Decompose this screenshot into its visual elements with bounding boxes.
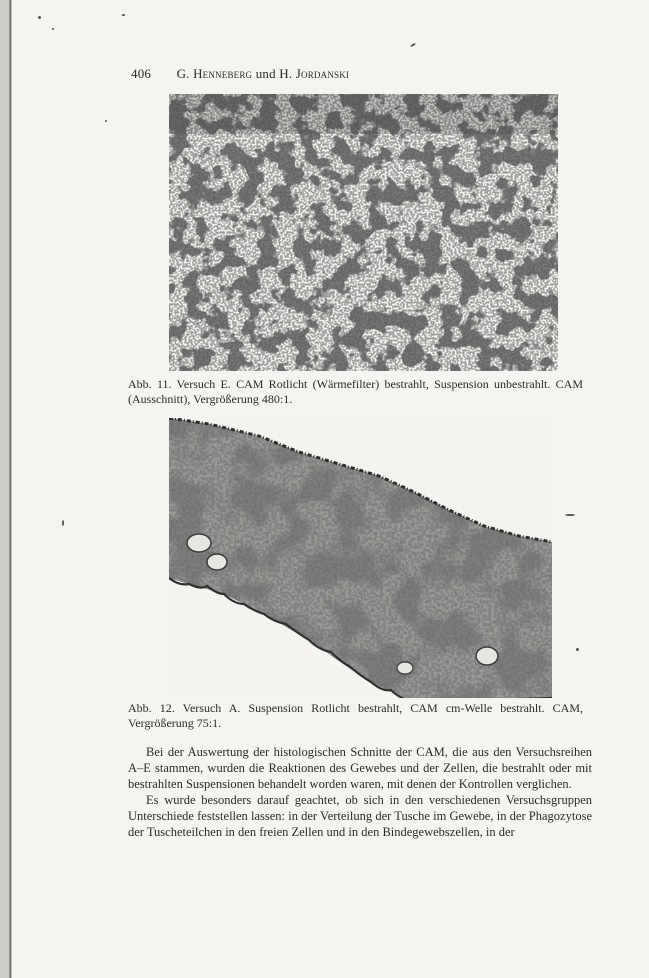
body-paragraph-2: Es wurde besonders darauf geachtet, ob sich in den verschiedenen Versuchsgruppen Unterschiede feststellen lassen: in der Verteilung der Tusche im Gewebe, in der Phagozytose der Tuscheteilchen in den freien Zellen und in den Bindegewebszellen, in der <box>128 793 592 839</box>
scan-speck <box>105 120 107 122</box>
scan-speck <box>52 28 54 30</box>
scan-speck <box>576 648 579 651</box>
page-binding-edge <box>0 0 12 978</box>
body-text <box>128 744 592 840</box>
page-number: 406 <box>131 66 152 81</box>
micrograph-12-image <box>169 418 552 698</box>
body-paragraph-1: Bei der Auswertung der histologischen Schnitte der CAM, die aus den Versuchsreihen A–E stammen, wurden die Reaktionen des Gewebes und der Zellen, die bestrahlt oder mit bestrahlten Suspensionen behandelt worden waren, mit denen der Kontrollen verglichen. <box>128 745 592 791</box>
figure-12-caption: Abb. 12. Versuch A. Suspension Rotlicht bestrahlt, CAM cm-Welle bestrahlt. CAM, Vergrößerung 75:1. <box>128 701 583 730</box>
author2-name: Jordanski <box>295 66 350 81</box>
scan-speck <box>122 14 125 16</box>
scan-speck <box>62 520 64 526</box>
micrograph-11-image <box>169 94 558 371</box>
micrograph-figure-12 <box>169 418 552 698</box>
figure-11-caption: Abb. 11. Versuch E. CAM Rotlicht (Wärmefilter) bestrahlt, Suspension unbestrahlt. CAM (Ausschnitt), Vergrößerung 480:1. <box>128 377 583 406</box>
scan-speck <box>410 43 416 48</box>
header-conjunction: und <box>255 66 276 81</box>
author2-initial: H. <box>279 66 293 81</box>
scan-speck <box>38 16 41 19</box>
author1-initial: G. <box>176 66 190 81</box>
running-header <box>131 66 349 82</box>
scan-speck <box>565 514 575 516</box>
author1-name: Henneberg <box>193 66 253 81</box>
micrograph-figure-11 <box>169 94 558 371</box>
